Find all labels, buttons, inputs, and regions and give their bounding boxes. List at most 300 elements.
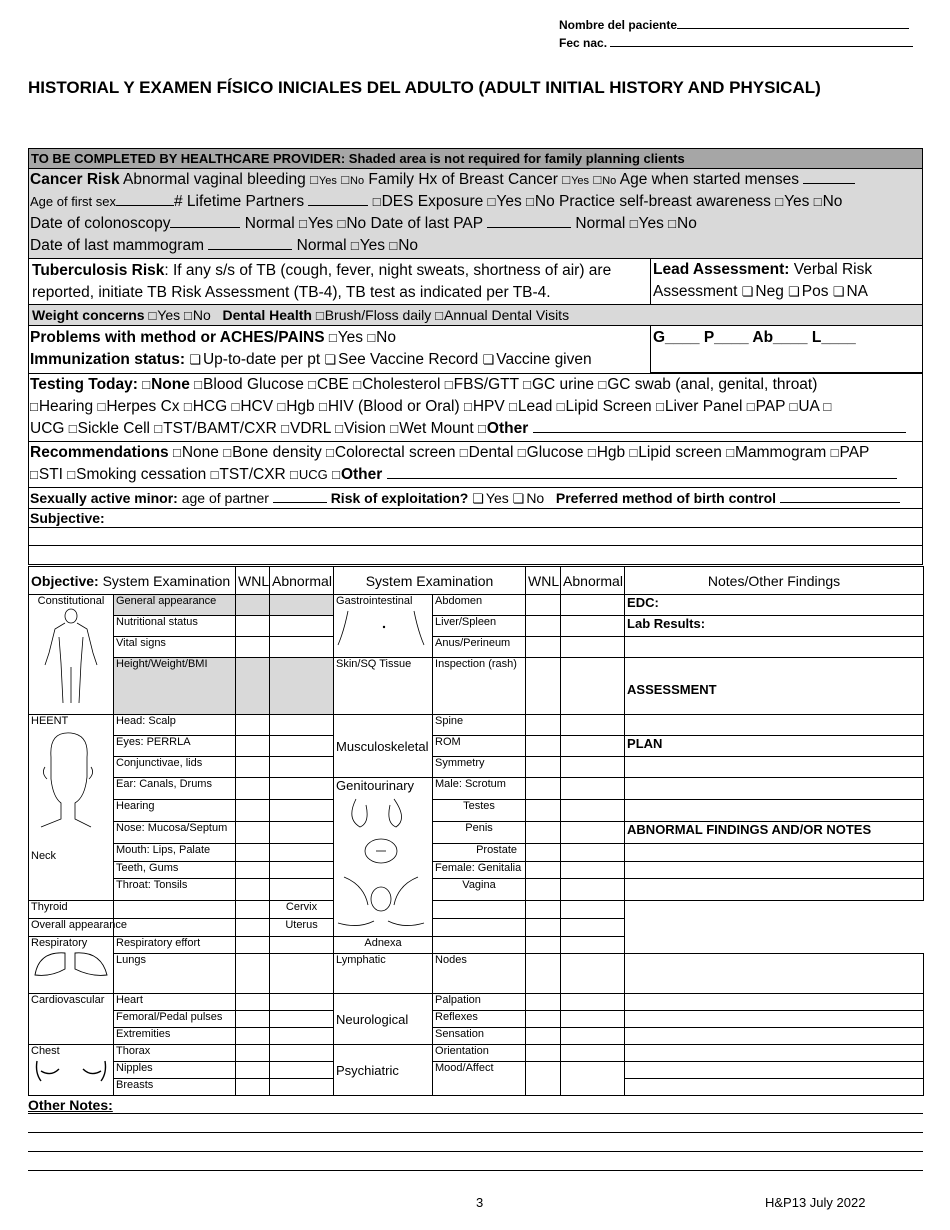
wnl-rom[interactable]: [526, 736, 561, 757]
system-exam-table: [28, 566, 924, 1096]
abn-thorax[interactable]: [270, 1045, 334, 1062]
bleeding-yes[interactable]: □ Yes: [310, 175, 337, 187]
testes: Testes: [433, 799, 526, 821]
weight-label: Weight concerns: [32, 307, 145, 323]
mammogram-label: Date of last mammogram: [30, 237, 204, 254]
notes-row-7[interactable]: [625, 757, 924, 778]
notes-row-12[interactable]: [625, 861, 924, 879]
abn-scrotum[interactable]: [561, 778, 625, 800]
wnl-uterus[interactable]: [433, 919, 526, 937]
subjective-section: [28, 509, 923, 565]
mood-affect: Mood/Affect: [433, 1062, 526, 1096]
wnl-header-left: WNL: [236, 567, 270, 595]
wnl-orientation[interactable]: [526, 1045, 561, 1062]
partner-age-label: age of partner: [177, 490, 269, 506]
lead-text: Verbal Risk: [789, 261, 873, 278]
teeth-gums: Teeth, Gums: [114, 861, 236, 879]
menses-age-label: Age when started menses: [616, 171, 799, 188]
abdomen-icon: [336, 607, 426, 647]
test-other-field[interactable]: [533, 432, 906, 433]
test-liver[interactable]: □ Liver Panel: [656, 398, 742, 415]
birth-control-field[interactable]: [780, 502, 900, 503]
objective-header: [29, 567, 236, 595]
wnl-prostate[interactable]: [526, 843, 561, 861]
tb-text-2: reported, initiate TB Risk Assessment (TB-4), TB test as indicated per TB-4.: [32, 284, 551, 301]
self-breast-label: Practice self-breast awareness: [559, 193, 771, 210]
immun-up-to-date[interactable]: ❏ Up-to-date per pt: [189, 351, 320, 368]
wnl-spine[interactable]: [526, 715, 561, 736]
wnl-anus[interactable]: [526, 637, 561, 658]
notes-row-8[interactable]: [625, 778, 924, 800]
abn-head[interactable]: [270, 715, 334, 736]
family-hx-label: Family Hx of Breast Cancer: [364, 171, 558, 188]
abdomen: Abdomen: [433, 595, 526, 616]
wnl-thorax[interactable]: [236, 1045, 270, 1062]
abn-female[interactable]: [561, 861, 625, 879]
lead-pos[interactable]: ❏ Pos: [788, 283, 828, 300]
lead-neg[interactable]: ❏ Neg: [742, 283, 784, 300]
other-notes-line-3[interactable]: [28, 1151, 923, 1152]
abn-sensation[interactable]: [561, 1028, 625, 1045]
lead-assessment: [650, 259, 922, 304]
wnl-vagina[interactable]: [526, 879, 561, 901]
wnl-testes[interactable]: [526, 799, 561, 821]
abn-liver[interactable]: [561, 616, 625, 637]
notes-row-3[interactable]: [625, 637, 924, 658]
patient-name-field[interactable]: [677, 28, 909, 29]
heent-cell: [29, 715, 114, 901]
other-notes-line-2[interactable]: [28, 1132, 923, 1133]
respiratory-effort: Respiratory effort: [114, 937, 236, 954]
family-hx-no[interactable]: □ No: [593, 175, 616, 187]
wnl-head[interactable]: [236, 715, 270, 736]
nutritional-status: Nutritional status: [114, 616, 236, 637]
abn-resp[interactable]: [270, 937, 334, 954]
test-vdrl[interactable]: □ VDRL: [281, 420, 331, 437]
test-ua[interactable]: □ UA: [789, 398, 819, 415]
genitalia-icon: [336, 793, 426, 933]
wnl-general[interactable]: [236, 595, 270, 616]
genitourinary-label: Genitourinary: [336, 778, 415, 793]
immun-see-record[interactable]: ❏ See Vaccine Record: [324, 351, 478, 368]
test-hcv[interactable]: □ HCV: [231, 398, 273, 415]
wnl-ear[interactable]: [236, 778, 270, 800]
thorax: Thorax: [114, 1045, 236, 1062]
first-sex-field[interactable]: [116, 205, 174, 206]
constitutional-label: Constitutional: [37, 595, 105, 607]
abn-pulses[interactable]: [270, 1011, 334, 1028]
wnl-hwb[interactable]: [236, 658, 270, 715]
abn-testes[interactable]: [561, 799, 625, 821]
heart: Heart: [114, 994, 236, 1011]
abn-throat[interactable]: [270, 879, 334, 901]
wnl-nutrition[interactable]: [236, 616, 270, 637]
notes-row-14[interactable]: [561, 901, 625, 919]
gi-cell: [334, 595, 433, 658]
thyroid: Thyroid: [29, 901, 114, 919]
wnl-abdomen[interactable]: [526, 595, 561, 616]
rec-other-field[interactable]: [387, 478, 897, 479]
wnl-thyroid[interactable]: [114, 901, 236, 919]
recommendations-label: Recommendations: [30, 444, 169, 461]
notes-header: Notes/Other Findings: [625, 567, 924, 595]
abn-adnexa[interactable]: [526, 937, 561, 954]
pap-yes[interactable]: □ Yes: [630, 215, 664, 232]
notes-row-13[interactable]: [625, 879, 924, 901]
wnl-nose[interactable]: [236, 821, 270, 843]
immunization-label: Immunization status:: [30, 351, 186, 368]
vagina: Vagina: [433, 879, 526, 901]
lungs: Lungs: [114, 954, 236, 994]
wnl-symmetry[interactable]: [526, 757, 561, 778]
problems-no[interactable]: □ No: [367, 329, 396, 346]
body-figure-icon: [41, 607, 101, 705]
notes-row-23[interactable]: [625, 1079, 924, 1096]
rec-dental[interactable]: □ Dental: [460, 444, 514, 461]
tb-risk-label: Tuberculosis Risk: [32, 262, 165, 279]
notes-row-22[interactable]: [625, 1062, 924, 1079]
tb-section: [28, 259, 923, 305]
orientation: Orientation: [433, 1045, 526, 1062]
tb-text-1: : If any s/s of TB (cough, fever, night sweats, shortness of air) are: [164, 262, 612, 279]
rec-other[interactable]: □ Other: [332, 466, 382, 483]
test-cholesterol[interactable]: □ Cholesterol: [353, 376, 440, 393]
abn-rom[interactable]: [561, 736, 625, 757]
rec-ucg[interactable]: □ UCG: [290, 467, 328, 482]
notes-row-9[interactable]: [625, 799, 924, 821]
vital-signs: Vital signs: [114, 637, 236, 658]
objective-label: Objective:: [31, 572, 99, 589]
test-hearing[interactable]: □ Hearing: [30, 398, 93, 415]
spine: Spine: [433, 715, 526, 736]
wnl-nipples[interactable]: [236, 1062, 270, 1079]
lungs-icon: [31, 949, 111, 979]
notes-row-19[interactable]: [625, 1011, 924, 1028]
test-gc-urine[interactable]: □ GC urine: [523, 376, 594, 393]
cervix: Cervix: [270, 901, 334, 919]
gi-label: Gastrointestinal: [336, 595, 413, 607]
colonoscopy-no[interactable]: □ No: [338, 215, 367, 232]
abn-heart[interactable]: [270, 994, 334, 1011]
family-hx-yes[interactable]: □ Yes: [562, 175, 589, 187]
abn-mood[interactable]: [561, 1062, 625, 1096]
pap-date-label: Date of last PAP: [370, 215, 483, 232]
notes-row-15[interactable]: [561, 919, 625, 937]
abn-ear[interactable]: [270, 778, 334, 800]
cancer-risk-section: [28, 169, 923, 259]
notes-row-21[interactable]: [625, 1045, 924, 1062]
wnl-mood[interactable]: [526, 1062, 561, 1096]
test-herpes[interactable]: □ Herpes Cx: [97, 398, 179, 415]
palpation: Palpation: [433, 994, 526, 1011]
abn-nose[interactable]: [270, 821, 334, 843]
wnl-mouth[interactable]: [236, 843, 270, 861]
pap-no[interactable]: □ No: [668, 215, 697, 232]
psychiatric-label: Psychiatric: [334, 1045, 433, 1096]
abn-mouth[interactable]: [270, 843, 334, 861]
pap-date-field[interactable]: [487, 227, 571, 228]
rec-hgb[interactable]: □ Hgb: [588, 444, 625, 461]
rom: ROM: [433, 736, 526, 757]
extremities: Extremities: [114, 1028, 236, 1045]
weight-dental-section: [28, 305, 923, 326]
notes-row-20[interactable]: [625, 1028, 924, 1045]
plan-label[interactable]: PLAN: [625, 736, 924, 757]
head-profile-icon: [31, 727, 101, 847]
problems-yes[interactable]: □ Yes: [329, 329, 363, 346]
prostate: Prostate: [433, 843, 526, 861]
wnl-pulses[interactable]: [236, 1011, 270, 1028]
mammogram-yes[interactable]: □ Yes: [351, 237, 385, 254]
abn-extremities[interactable]: [270, 1028, 334, 1045]
inspection-rash: Inspection (rash): [433, 658, 526, 715]
anus-perineum: Anus/Perineum: [433, 637, 526, 658]
patient-name-label: Nombre del paciente: [559, 18, 678, 32]
femoral-pedal-pulses: Femoral/Pedal pulses: [114, 1011, 236, 1028]
wnl-breasts[interactable]: [236, 1079, 270, 1096]
other-notes-line-1[interactable]: [28, 1113, 923, 1114]
birth-control-label: Preferred method of birth control: [555, 490, 777, 506]
dob-label: Fec nac.: [559, 36, 608, 50]
menses-age-field[interactable]: [803, 183, 855, 184]
testing-section: [28, 374, 923, 442]
lab-results-label[interactable]: Lab Results:: [625, 616, 924, 637]
wnl-sensation[interactable]: [526, 1028, 561, 1045]
partners-field[interactable]: [308, 205, 368, 206]
bleeding-no[interactable]: □ No: [341, 175, 364, 187]
abn-vagina[interactable]: [561, 879, 625, 901]
liver-spleen: Liver/Spleen: [433, 616, 526, 637]
constitutional-cell: [29, 595, 114, 715]
abnormal-findings-label[interactable]: ABNORMAL FINDINGS AND/OR NOTES: [625, 821, 924, 843]
abn-uterus[interactable]: [526, 919, 561, 937]
notes-row-16[interactable]: [561, 937, 625, 954]
abn-eyes[interactable]: [270, 736, 334, 757]
abn-hearing[interactable]: [270, 799, 334, 821]
mammogram-no[interactable]: □ No: [389, 237, 418, 254]
abn-palpation[interactable]: [561, 994, 625, 1011]
rec-none[interactable]: □ None: [173, 444, 219, 461]
test-none[interactable]: □ None: [142, 376, 190, 393]
wnl-teeth[interactable]: [236, 861, 270, 879]
dob-line: [559, 36, 913, 50]
abn-orientation[interactable]: [561, 1045, 625, 1062]
test-blood-glucose[interactable]: □ Blood Glucose: [194, 376, 304, 393]
abn-nipples[interactable]: [270, 1062, 334, 1079]
abn-abdomen[interactable]: [561, 595, 625, 616]
sensation: Sensation: [433, 1028, 526, 1045]
self-breast-no[interactable]: □ No: [814, 193, 843, 210]
weight-no[interactable]: □ No: [184, 307, 211, 323]
test-hgb[interactable]: □ Hgb: [277, 398, 314, 415]
colonoscopy-field[interactable]: [170, 227, 240, 228]
test-ucg-box[interactable]: [823, 398, 832, 415]
colonoscopy-normal-label: Normal: [244, 215, 295, 232]
wnl-eyes[interactable]: [236, 736, 270, 757]
test-gc-swab[interactable]: □ GC swab (anal, genital, throat): [598, 376, 817, 393]
notes-row-17[interactable]: [625, 954, 924, 994]
rec-mammogram[interactable]: □ Mammogram: [726, 444, 826, 461]
abn-reflexes[interactable]: [561, 1011, 625, 1028]
nodes: Nodes: [433, 954, 526, 994]
dob-field[interactable]: [610, 46, 913, 47]
test-cbe[interactable]: □ CBE: [308, 376, 349, 393]
weight-yes[interactable]: □ Yes: [148, 307, 180, 323]
uterus: Uterus: [270, 919, 334, 937]
gpal-label[interactable]: G____ P____ Ab____ L____: [653, 329, 856, 346]
lead-na[interactable]: ❏ NA: [833, 283, 868, 300]
lymphatic: Lymphatic: [334, 954, 433, 994]
notes-row-11[interactable]: [625, 843, 924, 861]
wnl-conj[interactable]: [236, 757, 270, 778]
wnl-adnexa[interactable]: [433, 937, 526, 954]
test-fbs[interactable]: □ FBS/GTT: [445, 376, 519, 393]
abnormal-header-left: Abnormal: [270, 567, 334, 595]
eyes-perrla: Eyes: PERRLA: [114, 736, 236, 757]
abn-general[interactable]: [270, 595, 334, 616]
abn-nutrition[interactable]: [270, 616, 334, 637]
page-title: HISTORIAL Y EXAMEN FÍSICO INICIALES DEL ADULTO (ADULT INITIAL HISTORY AND PHYSICAL): [28, 78, 821, 97]
hearing: Hearing: [114, 799, 236, 821]
female-genitalia: Female: Genitalia: [433, 861, 526, 879]
neck-label: Neck: [31, 850, 57, 862]
subjective-label: Subjective:: [29, 509, 922, 528]
lead-text-2: Assessment: [653, 283, 738, 300]
notes-row-18[interactable]: [625, 994, 924, 1011]
lead-label: Lead Assessment:: [653, 261, 790, 278]
minor-section: [28, 488, 923, 509]
test-ucg[interactable]: UCG: [30, 420, 65, 437]
skin-sq-tissue: Skin/SQ Tissue: [334, 658, 433, 715]
abn-lungs[interactable]: [270, 954, 334, 994]
mammogram-field[interactable]: [208, 249, 292, 250]
test-lead[interactable]: □ Lead: [509, 398, 552, 415]
cardiovascular-label: Cardiovascular: [29, 994, 114, 1045]
dental-brush[interactable]: □ Brush/Floss daily: [316, 307, 431, 323]
rec-tst[interactable]: □ TST/CXR: [211, 466, 286, 483]
adnexa: Adnexa: [334, 937, 433, 954]
wnl-scrotum[interactable]: [526, 778, 561, 800]
reflexes: Reflexes: [433, 1011, 526, 1028]
test-lipid[interactable]: □ Lipid Screen: [557, 398, 652, 415]
wnl-penis[interactable]: [526, 821, 561, 843]
test-vision[interactable]: □ Vision: [335, 420, 386, 437]
test-other[interactable]: □ Other: [478, 420, 528, 437]
wnl-vitals[interactable]: [236, 637, 270, 658]
abnormal-bleeding-label: Abnormal vaginal bleeding: [119, 171, 306, 188]
partner-age-field[interactable]: [273, 502, 327, 503]
wnl-heart[interactable]: [236, 994, 270, 1011]
wnl-hearing[interactable]: [236, 799, 270, 821]
first-sex-label: Age of first sex: [30, 194, 116, 209]
test-hcg[interactable]: □ HCG: [184, 398, 227, 415]
wnl-palpation[interactable]: [526, 994, 561, 1011]
abn-anus[interactable]: [561, 637, 625, 658]
problems-label: Problems with method or ACHES/PAINS: [30, 329, 325, 346]
abn-penis[interactable]: [561, 821, 625, 843]
immun-vaccine-given[interactable]: ❏ Vaccine given: [483, 351, 592, 368]
abn-spine[interactable]: [561, 715, 625, 736]
abn-thyroid[interactable]: [236, 901, 270, 919]
wnl-nodes[interactable]: [526, 954, 561, 994]
pap-normal-label: Normal: [575, 215, 626, 232]
rec-bone[interactable]: □ Bone density: [223, 444, 321, 461]
exploit-yes[interactable]: ❏ Yes: [472, 490, 509, 506]
wnl-skin[interactable]: [526, 658, 561, 715]
test-hiv[interactable]: □ HIV (Blood or Oral): [319, 398, 460, 415]
wnl-lungs[interactable]: [236, 954, 270, 994]
abn-conj[interactable]: [270, 757, 334, 778]
abn-cervix[interactable]: [526, 901, 561, 919]
des-no[interactable]: □ No: [526, 193, 555, 210]
rec-sti[interactable]: □ STI: [30, 466, 63, 483]
minor-label: Sexually active minor:: [30, 490, 178, 506]
exploit-no[interactable]: ❏ No: [513, 490, 545, 506]
wnl-resp[interactable]: [236, 937, 270, 954]
problems-section: [28, 326, 923, 374]
wnl-liver[interactable]: [526, 616, 561, 637]
test-hpv[interactable]: □ HPV: [464, 398, 505, 415]
abn-hwb[interactable]: [270, 658, 334, 715]
des-exposure: □ DES Exposure: [373, 193, 484, 210]
subjective-line-1[interactable]: [29, 528, 922, 546]
patient-name-line: [559, 18, 909, 32]
neurological-label: Neurological: [334, 994, 433, 1045]
abnormal-header-right: Abnormal: [561, 567, 625, 595]
assessment-label[interactable]: ASSESSMENT: [625, 658, 924, 715]
test-wet-mount[interactable]: □ Wet Mount: [390, 420, 474, 437]
rec-colorectal[interactable]: □ Colorectal screen: [326, 444, 455, 461]
test-sickle[interactable]: □ Sickle Cell: [69, 420, 150, 437]
rec-glucose[interactable]: □ Glucose: [518, 444, 584, 461]
head-scalp: Head: Scalp: [114, 715, 236, 736]
testing-label: Testing Today:: [30, 376, 138, 393]
abn-skin[interactable]: [561, 658, 625, 715]
rec-smoking[interactable]: □ Smoking cessation: [67, 466, 206, 483]
abn-teeth[interactable]: [270, 861, 334, 879]
provider-banner: TO BE COMPLETED BY HEALTHCARE PROVIDER: Shaded area is not required for family planning clients: [28, 148, 923, 169]
wnl-throat[interactable]: [236, 879, 270, 901]
wnl-cervix[interactable]: [433, 901, 526, 919]
abn-prostate[interactable]: [561, 843, 625, 861]
notes-row-5[interactable]: [625, 715, 924, 736]
colonoscopy-yes[interactable]: □ Yes: [299, 215, 333, 232]
edc-label[interactable]: EDC:: [625, 595, 924, 616]
subjective-line-2[interactable]: [29, 546, 922, 564]
wnl-reflexes[interactable]: [526, 1011, 561, 1028]
chest-label: Chest: [31, 1045, 60, 1057]
des-yes[interactable]: □ Yes: [488, 193, 522, 210]
wnl-female[interactable]: [526, 861, 561, 879]
abn-vitals[interactable]: [270, 637, 334, 658]
abn-nodes[interactable]: [561, 954, 625, 994]
abn-symmetry[interactable]: [561, 757, 625, 778]
abn-breasts[interactable]: [270, 1079, 334, 1096]
chest-cell: [29, 1045, 114, 1096]
dental-visits[interactable]: □ Annual Dental Visits: [435, 307, 569, 323]
wnl-extremities[interactable]: [236, 1028, 270, 1045]
test-tst[interactable]: □ TST/BAMT/CXR: [154, 420, 277, 437]
test-pap[interactable]: □ PAP: [747, 398, 785, 415]
abn-overall[interactable]: [236, 919, 270, 937]
sys-exam-left-label: System Examination: [102, 572, 231, 589]
self-breast-yes[interactable]: □ Yes: [775, 193, 809, 210]
other-notes-line-4[interactable]: [28, 1170, 923, 1171]
rec-lipid[interactable]: □ Lipid screen: [629, 444, 721, 461]
musculoskeletal-label: Musculoskeletal: [334, 715, 433, 778]
rec-pap[interactable]: □ PAP: [831, 444, 870, 461]
wnl-overall[interactable]: [114, 919, 236, 937]
